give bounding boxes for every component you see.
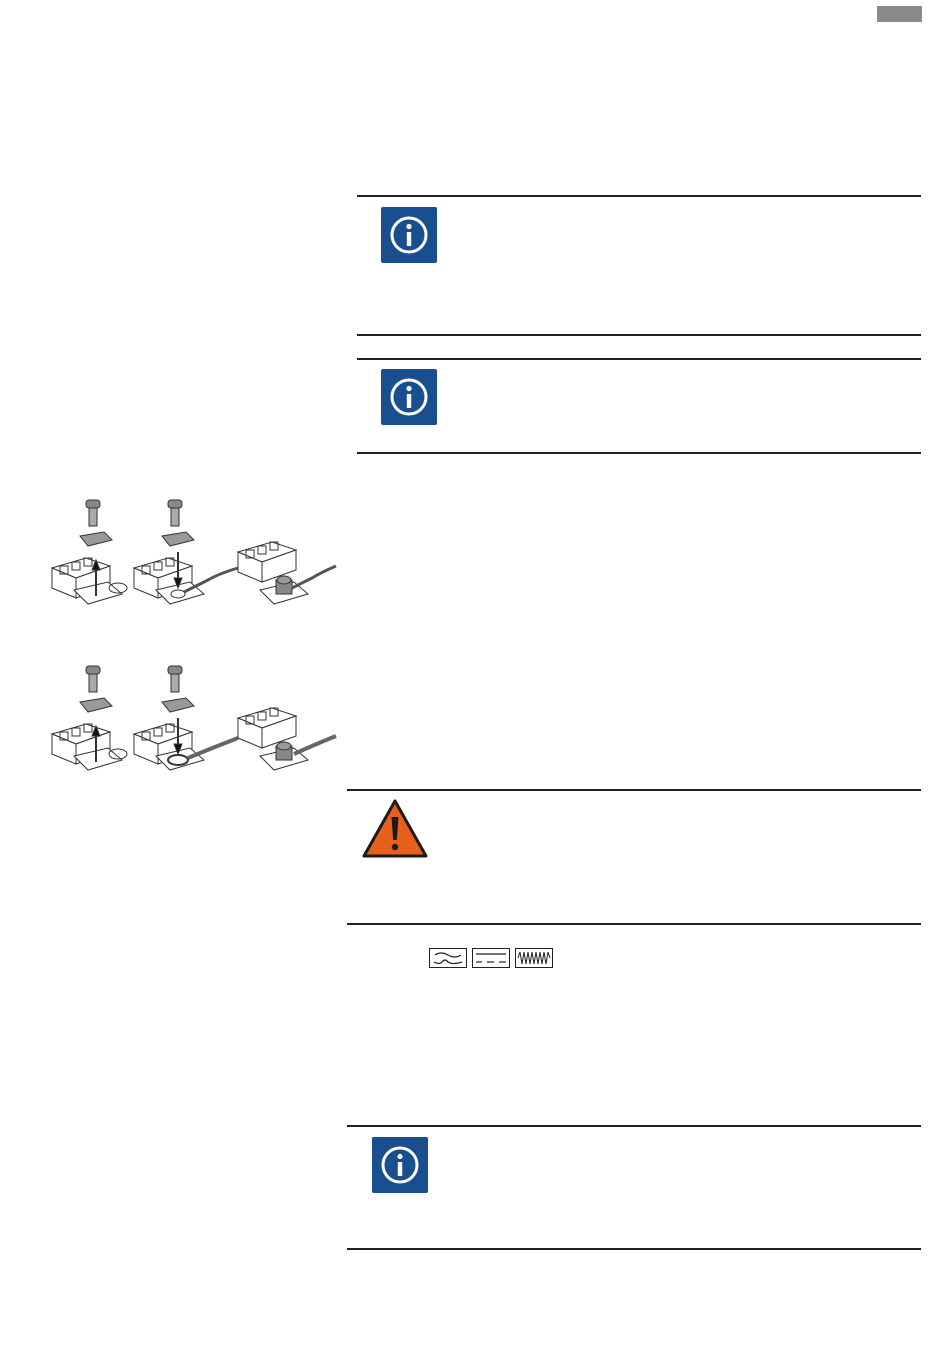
warning-divider-top xyxy=(347,789,921,791)
warning-triangle-icon xyxy=(361,798,429,860)
note-divider-bottom xyxy=(357,334,921,336)
grounding-terminal-assembly-figure-2 xyxy=(46,662,338,782)
assembly-step-3 xyxy=(238,542,336,604)
note-divider-top xyxy=(347,1125,921,1127)
info-icon xyxy=(381,369,437,425)
assembly-step-1 xyxy=(52,500,127,604)
note-divider-top xyxy=(357,195,921,197)
page-tab-marker xyxy=(877,6,922,22)
warning-divider-bottom xyxy=(347,923,921,925)
assembly-step-1 xyxy=(52,666,127,770)
direct-current-symbol xyxy=(472,948,510,968)
alternating-current-symbol xyxy=(429,948,467,968)
assembly-step-2 xyxy=(134,666,238,770)
note-divider-bottom xyxy=(357,452,921,454)
pulsating-current-symbol xyxy=(515,948,553,968)
info-icon xyxy=(381,207,437,263)
grounding-terminal-assembly-figure-1 xyxy=(46,496,338,616)
assembly-step-3 xyxy=(238,708,336,770)
info-icon xyxy=(372,1137,428,1193)
note-divider-top xyxy=(357,358,921,360)
assembly-step-2 xyxy=(134,500,238,604)
note-divider-bottom xyxy=(347,1248,921,1250)
